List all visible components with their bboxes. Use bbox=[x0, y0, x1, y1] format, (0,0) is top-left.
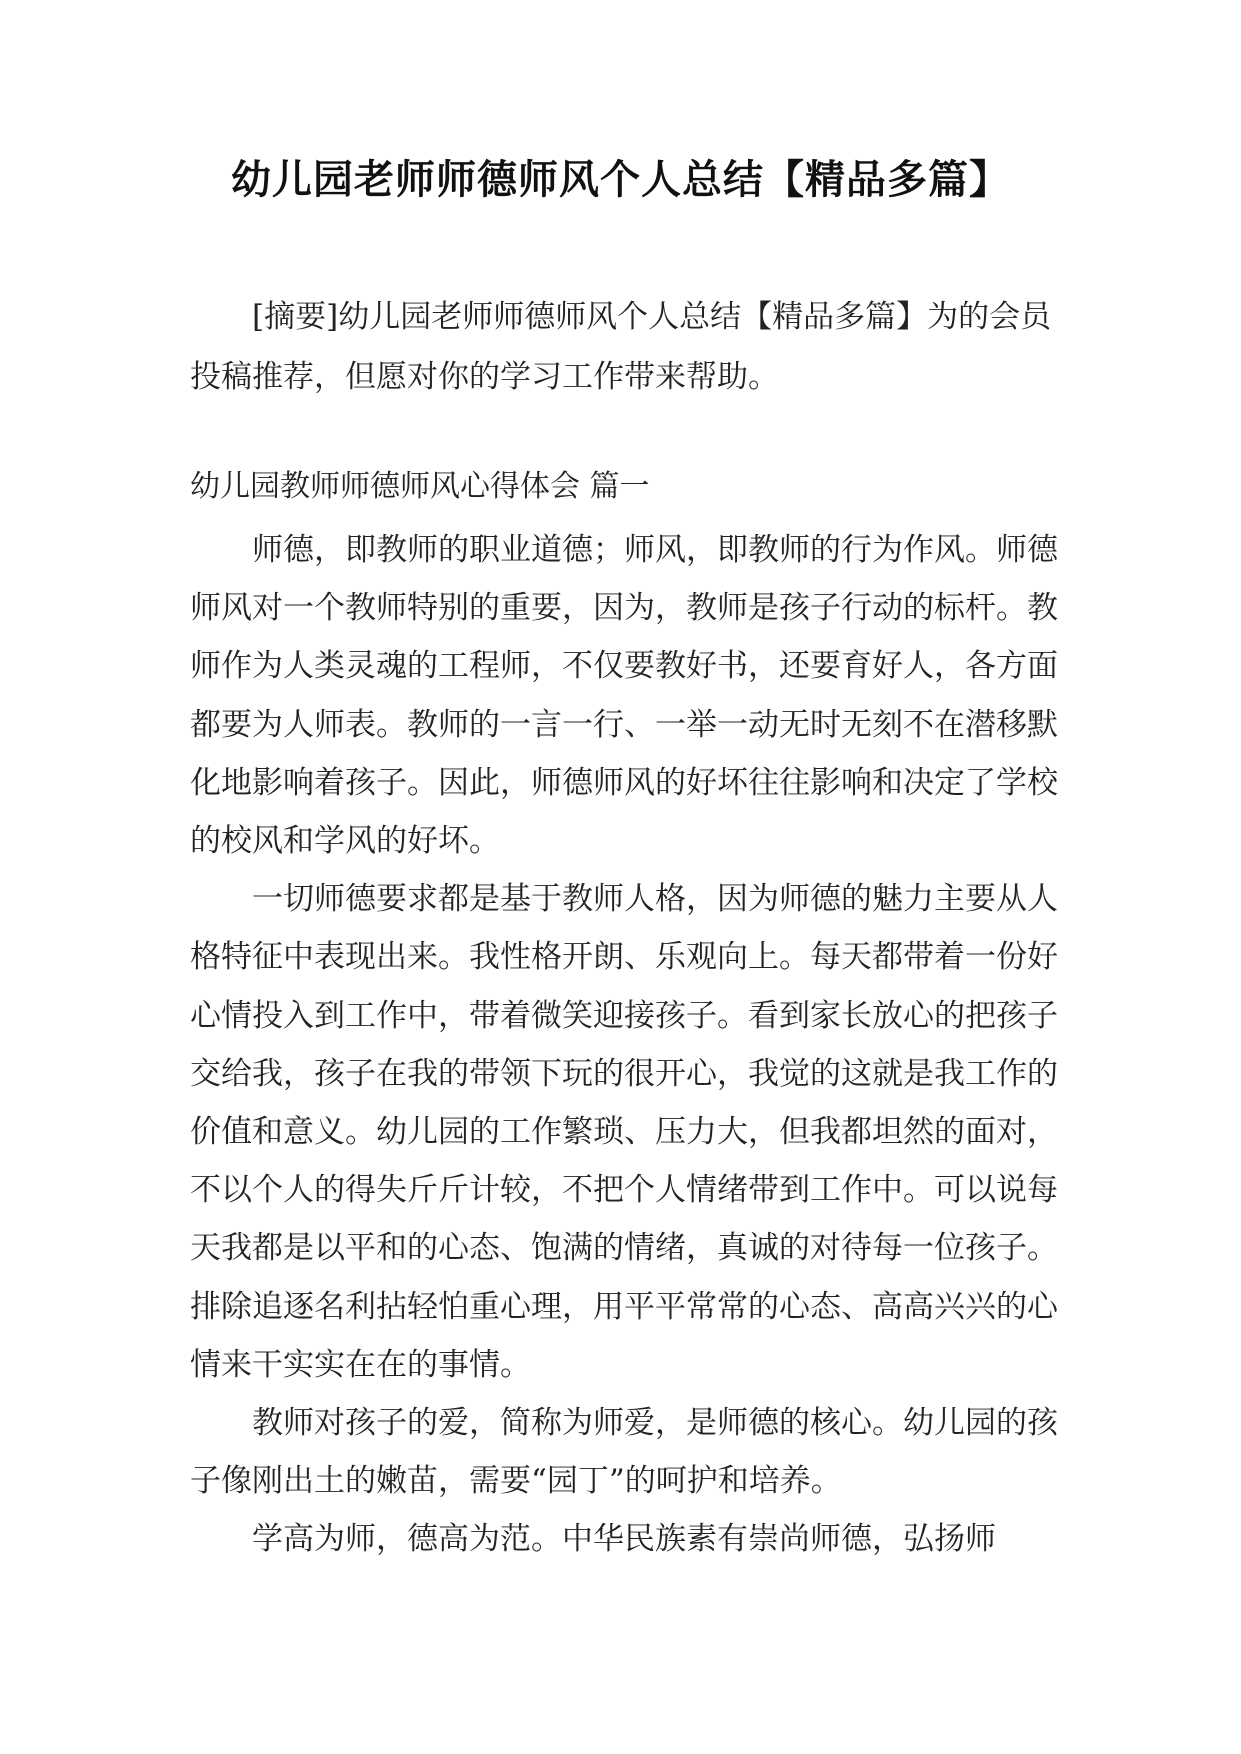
body-paragraph: 师德，即教师的职业道德；师风，即教师的行为作风。师德师风对一个教师特别的重要，因为，教师是孩子行动的标杆。教师作为人类灵魂的工程师，不仅要教好书，还要育好人，各方面都要为人师表。教师的一言一行、一举一动无时无刻不在潜移默化地影响着孩子。因此，师德师风的好坏往往影响和决定了学校的校风和学风的好坏。 bbox=[190, 532, 1058, 860]
document-title: 幼儿园老师师德师风个人总结【精品多篇】 bbox=[231, 156, 1010, 203]
body-paragraph: 学高为师，德高为范。中华民族素有崇尚师德，弘扬师 bbox=[252, 1521, 996, 1558]
body-paragraph: 一切师德要求都是基于教师人格，因为师德的魅力主要从人格特征中表现出来。我性格开朗、乐观向上。每天都带着一份好心情投入到工作中，带着微笑迎接孩子。看到家长放心的把孩子交给我，孩子在我的带领下玩的很开心，我觉的这就是我工作的价值和意义。幼儿园的工作繁琐、压力大，但我都坦然的面对，不以个人的得失斤斤计较，不把个人情绪带到工作中。可以说每天我都是以平和的心态、饱满的情绪，真诚的对待每一位孩子。排除追逐名利拈轻怕重心理，用平平常常的心态、高高兴兴的心情来干实实在在的事情。 bbox=[190, 881, 1058, 1383]
abstract-paragraph: [摘要]幼儿园老师师德师风个人总结【精品多篇】为的会员投稿推荐，但愿对你的学习工作带来帮助。 bbox=[190, 299, 1052, 395]
body-text bbox=[190, 521, 1070, 1569]
body-paragraph: 教师对孩子的爱，简称为师爱，是师德的核心。幼儿园的孩子像刚出土的嫩苗，需要“园丁”的呵护和培养。 bbox=[190, 1405, 1058, 1500]
section-heading: 幼儿园教师师德师风心得体会 篇一 bbox=[190, 469, 650, 504]
